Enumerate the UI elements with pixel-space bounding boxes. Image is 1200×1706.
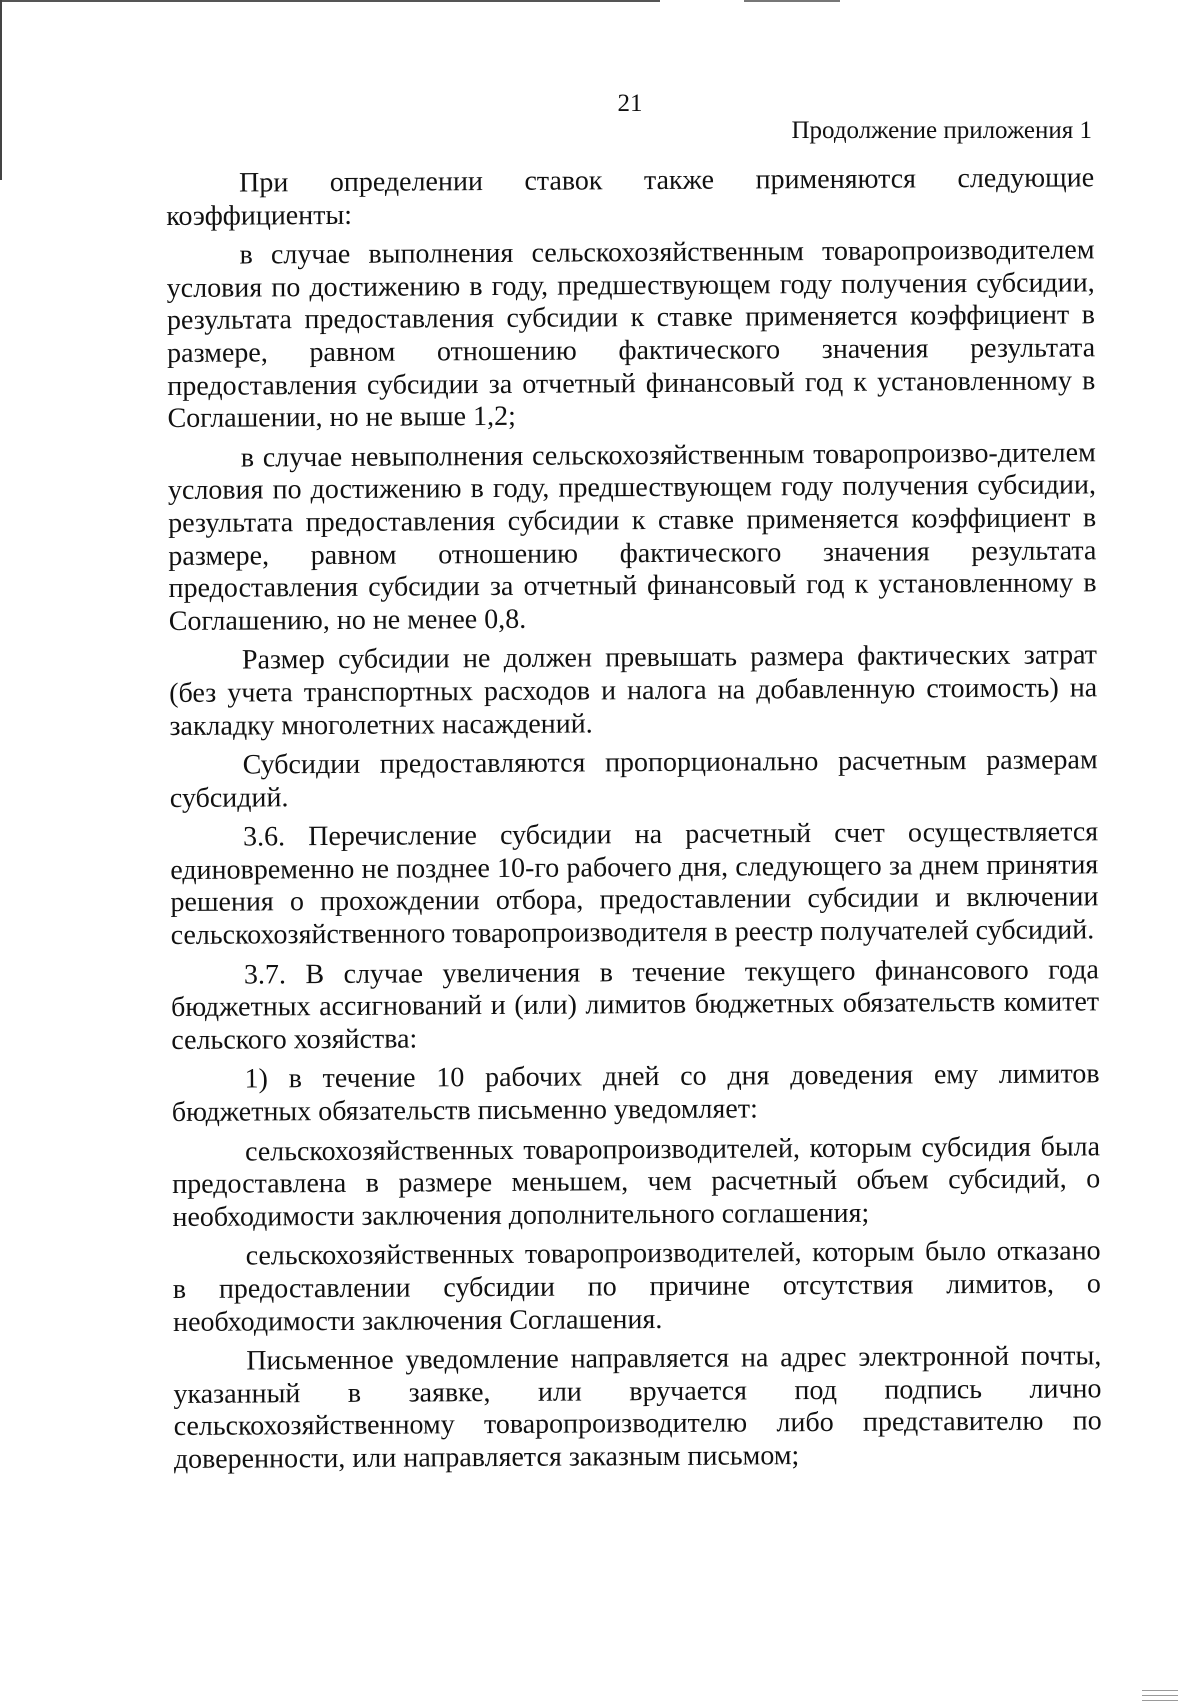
paragraph-subsidy-limit: Размер субсидии не должен превышать размера фактических затрат (без учета транспортных расходов и налога на добавленную стоимость) на закладку многолетних насаждений. <box>169 639 1098 742</box>
scan-edge-top <box>0 0 1200 2</box>
paragraph-3-6: 3.6. Перечисление субсидии на расчетный счет осуществляется единовременно не позднее 10-го рабочего дня, следующего за днем принятия решения о прохождении отбора, предоставлении субсидии и включении сельскохозяйственного товаропроизводителя в реестр получателей субсидий. <box>170 816 1099 952</box>
scan-mark <box>1142 1690 1178 1691</box>
document-body <box>166 162 1102 1476</box>
paragraph-3-7: 3.7. В случае увеличения в течение текущего финансового года бюджетных ассигнований и (или) лимитов бюджетных обязательств комитет сельского хозяйства: <box>171 953 1100 1056</box>
page-number: 21 <box>617 90 643 117</box>
paragraph-notify-refused: сельскохозяйственных товаропроизводителей, которым было отказано в предоставлении субсидии по причине отсутствия лимитов, о необходимости заключения Соглашения. <box>172 1235 1101 1338</box>
scan-mark <box>1142 1695 1178 1696</box>
scan-mark <box>1142 1700 1178 1701</box>
paragraph-written-notice: Письменное уведомление направляется на адрес электронной почты, указанный в заявке, или вручается под подпись лично сельскохозяйственному товаропроизводителю либо представителю по доверенности, или направляется заказным письмом; <box>173 1340 1102 1475</box>
appendix-continuation-label: Продолжение приложения 1 <box>791 117 1092 144</box>
paragraph-notify-reduced: сельскохозяйственных товаропроизводителей, которым субсидия была предоставлена в размере меньшем, чем расчетный объем субсидий, о необходимости заключения дополнительного соглашения; <box>172 1130 1101 1233</box>
paragraph-coefficient-not-fulfilled: в случае невыполнения сельскохозяйственным товаропроизво-дителем условия по достижению в году, предшествующем году получения субсидии, результата предоставления субсидии к ставке применяется коэффициент в размере, равном отношению фактического значения результата предоставления субсидии за отчетный финансовый год к установленному в Соглашению, но не менее 0,8. <box>167 437 1097 637</box>
paragraph-3-7-item-1: 1) в течение 10 рабочих дней со дня доведения ему лимитов бюджетных обязательств письменно уведомляет: <box>171 1058 1100 1129</box>
paragraph-coefficients-intro: При определении ставок также применяются следующие коэффициенты: <box>166 162 1095 232</box>
paragraph-coefficient-fulfilled: в случае выполнения сельскохозяйственным товаропроизводителем условия по достижению в году, предшествующем году получения субсидии, результата предоставления субсидии к ставке применяется коэффициент в размере, равном отношению фактического значения результата предоставления субсидии за отчетный финансовый год к установленному в Соглашении, но не выше 1,2; <box>166 234 1096 435</box>
paragraph-proportional: Субсидии предоставляются пропорционально расчетным размерам субсидий. <box>169 744 1098 814</box>
